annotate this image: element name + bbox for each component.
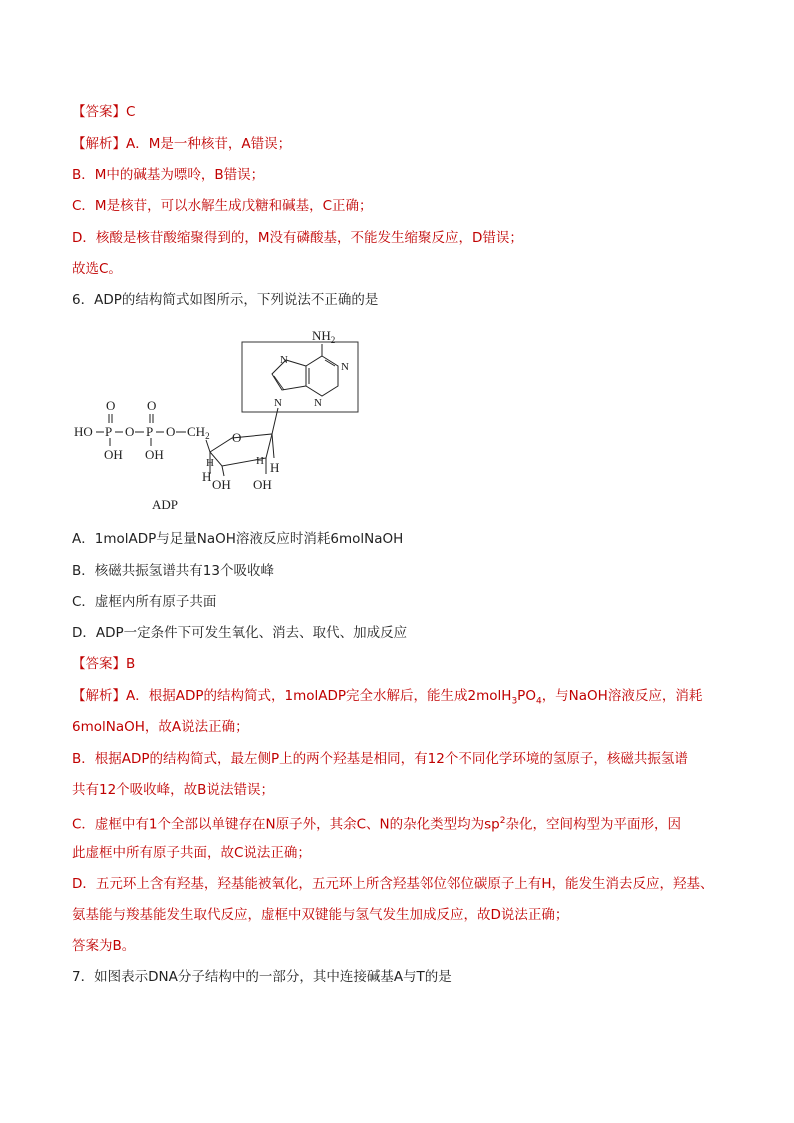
q5-analysis-d: D．核酸是核苷酸缩聚得到的，M没有磷酸基，不能发生缩聚反应，D错误；	[72, 230, 523, 246]
q6-option-c: C．虚框内所有原子共面	[72, 594, 217, 610]
q5-conclusion: 故选C。	[72, 261, 122, 277]
answer-label: 【答案】	[72, 104, 126, 120]
q6-option-a: A．1molADP与足量NaOH溶液反应时消耗6molNaOH	[72, 531, 404, 547]
q6-analysis-c2: 此虚框中所有原子共面，故C说法正确；	[72, 845, 311, 861]
q6-answer	[72, 654, 135, 674]
q5-analysis-b: B．M中的碱基为嘌呤，B错误；	[72, 167, 265, 183]
q6-analysis-a1: 【解析】A．根据ADP的结构简式，1molADP完全水解后，能生成$2molH_3PO_4$，与NaOH溶液反应，消耗	[72, 688, 703, 707]
ch2-label: $CH_2$	[187, 424, 210, 441]
ring-o-label: O	[232, 430, 242, 445]
sugar-oh1: OH	[212, 477, 231, 492]
figure-caption: ADP	[152, 497, 179, 512]
q6-analysis-b2: 共有12个吸收峰，故B说法错误；	[72, 782, 274, 798]
purine-box	[242, 342, 358, 412]
o-link1: O	[125, 424, 135, 439]
n-label-2: N	[341, 361, 349, 373]
q6-analysis-c1: C．虚框中有1个全部以单键存在N原子外，其余C、N的杂化类型均为$sp^2$杂化，空间构型为平面形，因	[72, 816, 681, 833]
h-right1: H	[256, 455, 264, 467]
q6-analysis-a2: 6molNaOH，故A说法正确；	[72, 719, 249, 735]
q5-analysis-a	[72, 134, 291, 154]
h-right2: H	[270, 460, 280, 475]
ho-label: HO	[74, 424, 93, 439]
q5-answer	[72, 102, 135, 122]
adp-structure-figure	[60, 326, 360, 516]
answer-value: C	[126, 104, 136, 120]
n-label-3: N	[314, 397, 322, 409]
o-link2: O	[166, 424, 176, 439]
analysis-label: 【解析】	[72, 136, 126, 152]
p2-label: P	[146, 424, 154, 439]
h-left2: H	[202, 469, 212, 484]
q6-question: 6．ADP的结构简式如图所示，下列说法不正确的是	[72, 292, 379, 308]
q6-analysis-b1: B．根据ADP的结构简式，最左侧P上的两个羟基是相同，有12个不同化学环境的氢原子，核磁共振氢谱	[72, 751, 688, 767]
oh2-label: OH	[145, 447, 164, 462]
purine-six-ring	[306, 356, 338, 396]
p1-label: P	[105, 424, 113, 439]
purine-five-ring	[272, 360, 306, 390]
q6-analysis-d1: D．五元环上含有羟基，羟基能被氧化，五元环上所含羟基邻位邻位碳原子上有H，能发生消去反应，羟基、	[72, 876, 714, 892]
sugar-oh2: OH	[253, 477, 272, 492]
n-label-4: N	[274, 397, 282, 409]
n-label-1: N	[280, 354, 288, 366]
answer-label: 【答案】	[72, 656, 126, 672]
analysis-text: A．M是一种核苷，A错误；	[126, 136, 292, 152]
q7-question: 7．如图表示DNA分子结构中的一部分，其中连接碱基A与T的是	[72, 969, 452, 985]
q6-option-b: B．核磁共振氢谱共有13个吸收峰	[72, 563, 274, 579]
o-top1: O	[106, 398, 116, 413]
h-left1: H	[206, 457, 214, 469]
oh1-label: OH	[104, 447, 123, 462]
nh2-label: $NH_2$	[312, 328, 336, 345]
o-top2: O	[147, 398, 157, 413]
answer-value: B	[126, 656, 136, 672]
analysis-label: 【解析】	[72, 688, 126, 704]
q6-option-d: D．ADP一定条件下可发生氧化、消去、取代、加成反应	[72, 625, 408, 641]
q6-analysis-d2: 氨基能与羧基能发生取代反应，虚框中双键能与氢气发生加成反应，故D说法正确；	[72, 907, 569, 923]
q6-conclusion: 答案为B。	[72, 938, 136, 954]
q5-analysis-c: C．M是核苷，可以水解生成戊糖和碱基，C正确；	[72, 198, 373, 214]
